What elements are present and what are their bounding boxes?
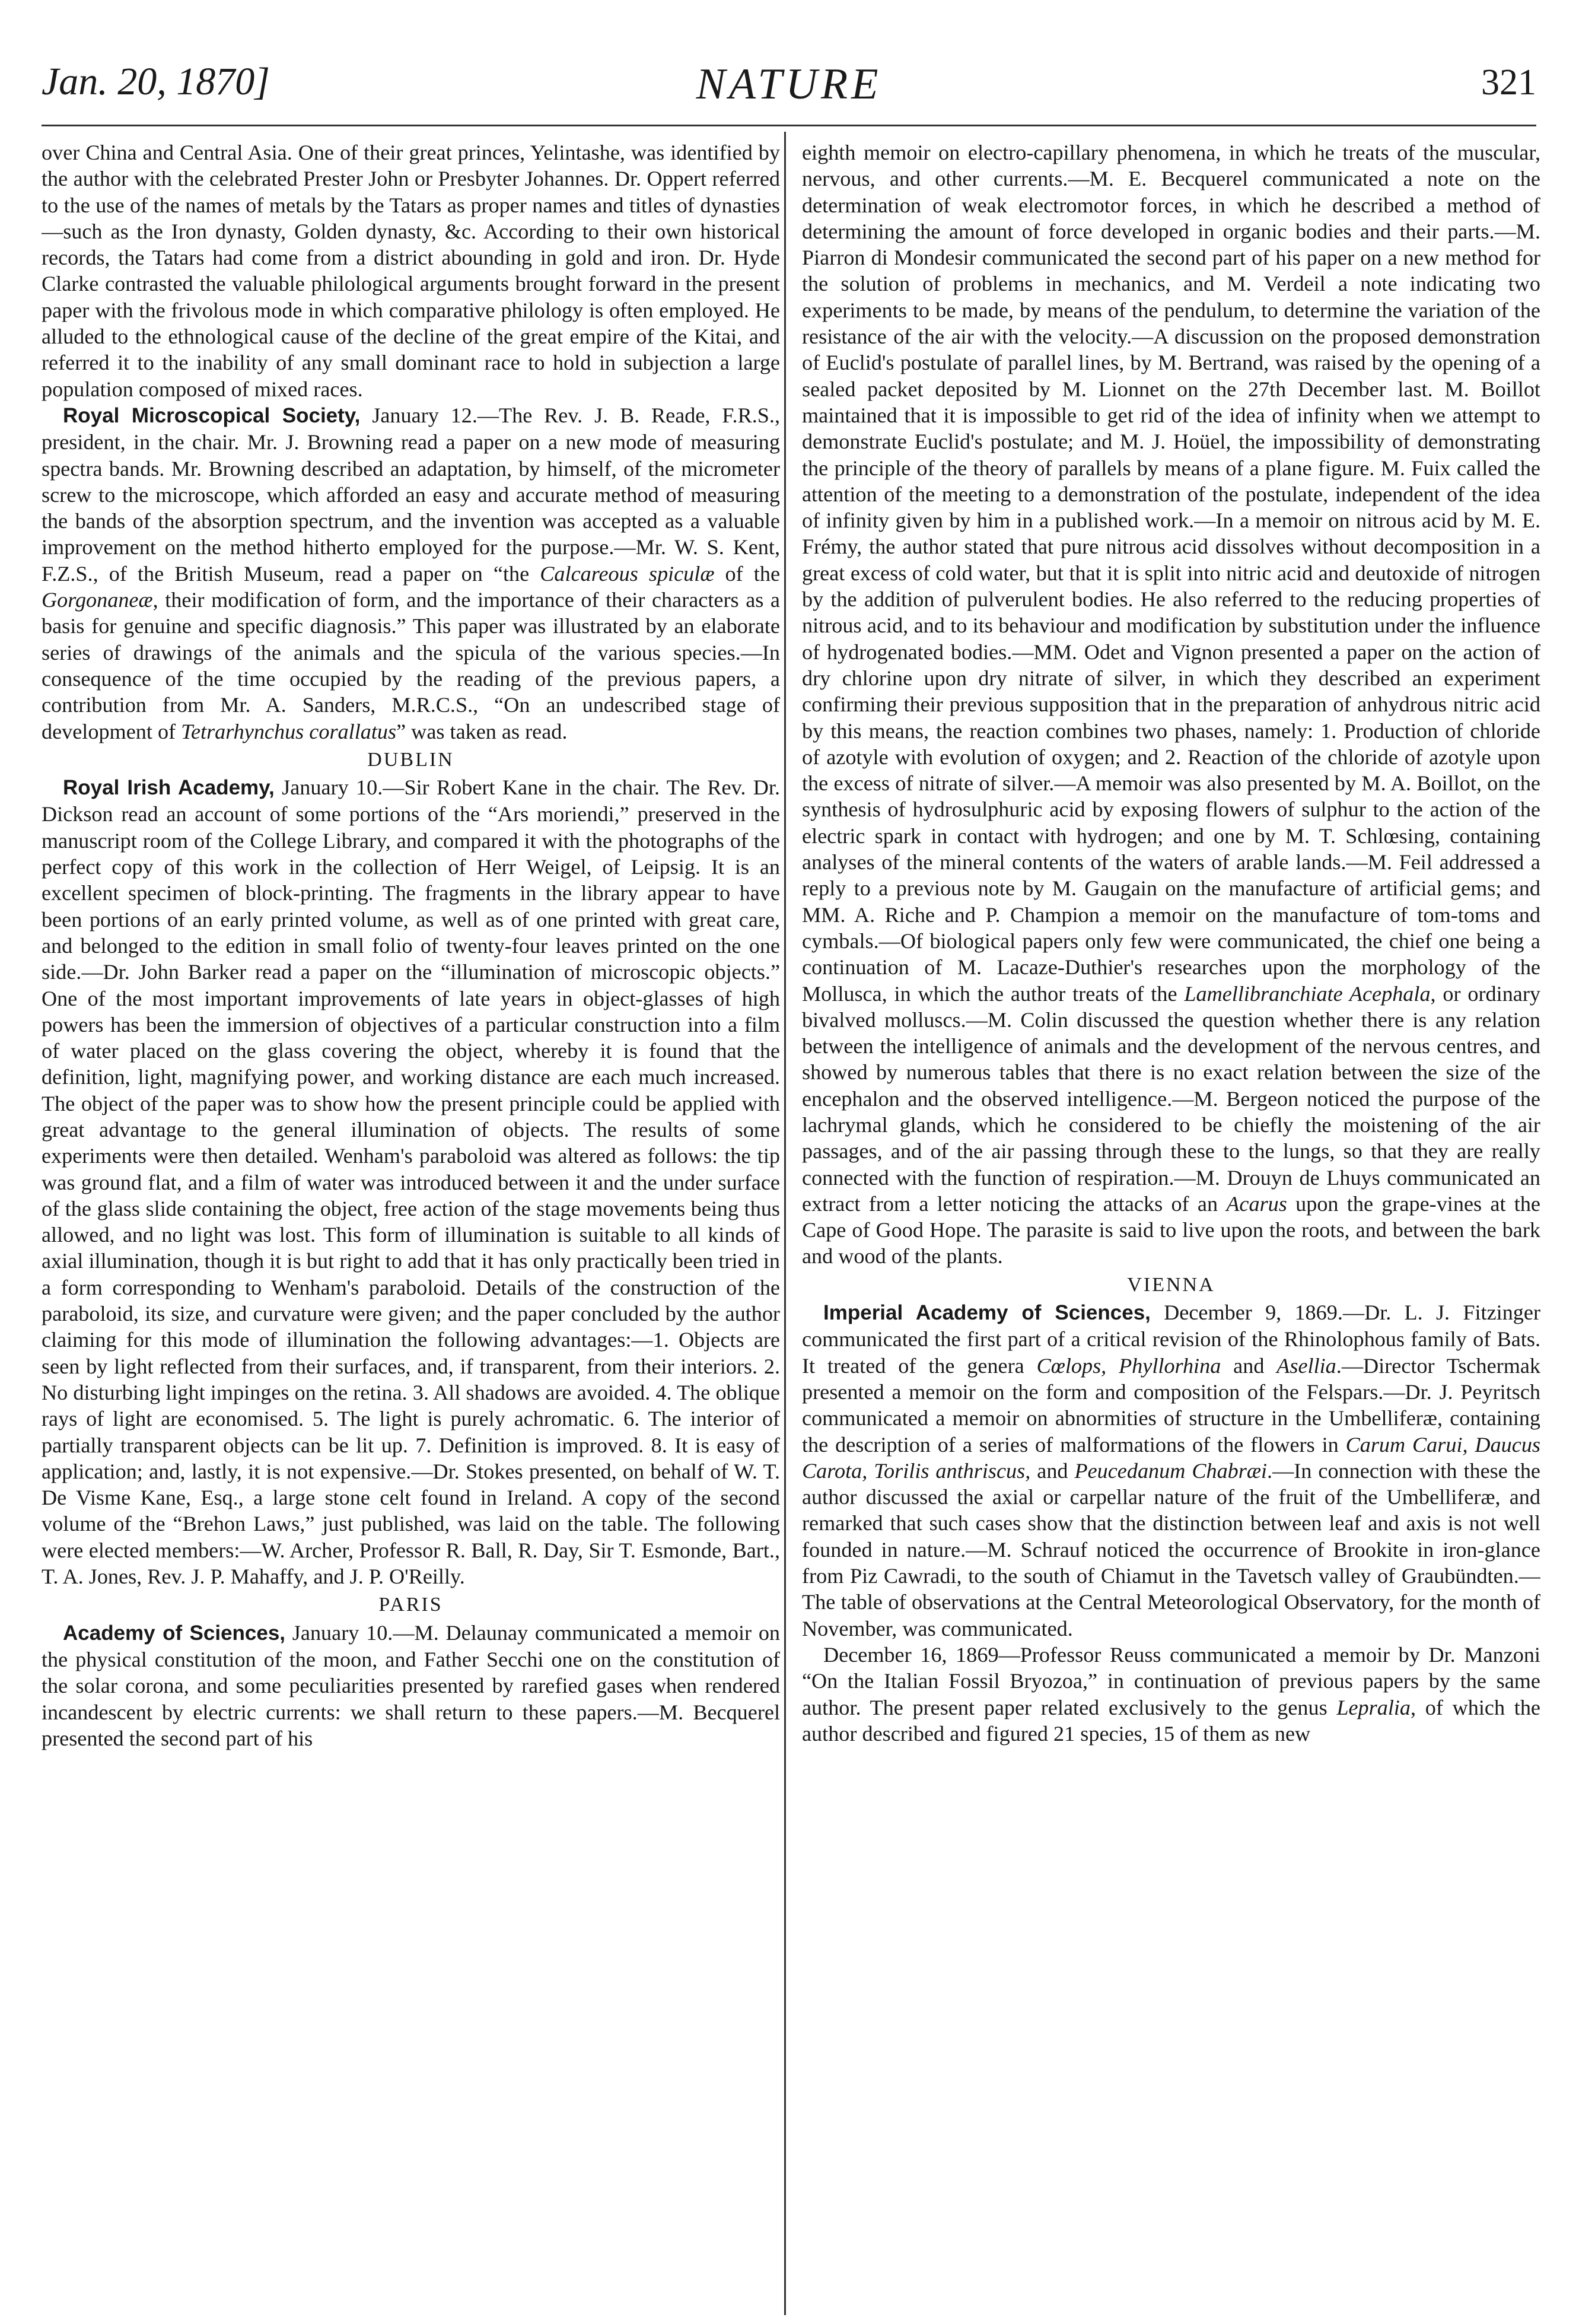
page-number: 321 xyxy=(1481,62,1536,103)
right-column xyxy=(802,139,1540,2299)
paragraph-continuation: over China and Central Asia. One of their great princes, Yelintashe, was identified by the author with the celebrated Prester John or Presbyter Johannes. Dr. Oppert referred to the use of the names of metals by the Tatars as proper names and titles of dynasties—such as the Iron dynasty, Golden dynasty, &c. According to their own historical records, the Tatars had come from a district abounding in gold and iron. Dr. Hyde Clarke contrasted the valuable philological arguments brought forward in the present paper with the frivolous mode in which comparative philology is often employed. He alluded to the ethnological cause of the decline of the great empire of the Kitai, and referred it to the inability of any small dominant race to hold in subjection a large population composed of mixed races. xyxy=(42,141,780,401)
society-name: Royal Microscopical Society, xyxy=(63,403,361,427)
journal-title: NATURE xyxy=(696,60,882,109)
society-name: Academy of Sciences, xyxy=(63,1621,286,1645)
paragraph-paris-continued: eighth memoir on electro-capillary phenomena, in which he treats of the muscular, nervous, and other currents.—M. E. Becquerel communicated a note on the determination of weak electromotor forces, in which he described a method of determining the amount of force developed in organic bodies and their parts.—M. Piarron di Mondesir communicated the second part of his paper on a new method for the solution of problems in mechanics, and M. Verdeil a note indicating two experiments to be made, by means of the pendulum, to determine the variation of the resistance of the air with the velocity.—A discussion on the proposed demonstration of Euclid's postulate of parallel lines, by M. Bertrand, was raised by the opening of a sealed packet deposited by M. Lionnet on the 27th December last. M. Boillot maintained that it is impossible to get rid of the idea of infinity when we attempt to demonstrate Euclid's postulate; and M. J. Hoüel, the impossibility of demonstrating the principle of the theory of parallels by means of a plane figure. M. Fuix called the attention of the meeting to a demonstration of the postulate, independent of the idea of infinity given by him in a published work.—In a memoir on nitrous acid by M. E. Frémy, the author stated that pure nitrous acid dissolves without decomposition in a great excess of cold water, but that it is split into nitric acid and deutoxide of nitrogen by the addition of pulverulent bodies. He also referred to the reducing properties of nitrous acid, and to its behaviour and modification by substitution under the influence of hydrogenated bodies.—MM. Odet and Vignon presented a paper on the action of dry chlorine upon dry nitrate of silver, in which they described an experiment confirming their previous supposition that in the preparation of anhydrous nitric acid by this means, the reaction combines two phases, namely: 1. Production of chloride of azotyle with evolution of oxygen; and 2. Reaction of the chloride of azotyle upon the excess of nitrate of silver.—A memoir was also presented by M. A. Boillot, on the synthesis of hydrosulphuric acid by exposing flowers of sulphur to the action of the electric spark in contact with hydrogen; and one by M. T. Schlœsing, containing analyses of the mineral contents of the waters of arable lands.—M. Feil addressed a reply to a previous note by M. Gaugain on the manufacture of artificial gems; and MM. A. Riche and P. Champion a memoir on the manufacture of tom-toms and cymbals.—Of biological papers only few were communicated, the chief one being a continuation of M. Lacaze-Duthier's researches upon the morphology of the Mollusca, in which the author treats of the Lamellibranchiate Acephala, or ordinary bivalved molluscs.—M. Colin discussed the question whether there is any relation between the intelligence of animals and the development of the nervous centres, and showed by numerous tables that there is no exact relation between the size of the encephalon and the observed intelligence.—M. Bergeon noticed the purpose of the lachrymal glands, which he considered to be chiefly the moistening of the air passages, and of the air passing through these to the lungs, so that they are really connected with the function of respiration.—M. Drouyn de Lhuys communicated an extract from a letter noticing the attacks of an Acarus upon the grape-vines at the Cape of Good Hope. The parasite is said to live upon the roots, and between the bark and wood of the plants. xyxy=(802,141,1540,1268)
paragraph-royal-irish: Royal Irish Academy, January 10.—Sir Robert Kane in the chair. The Rev. Dr. Dickson read an account of some portions of the “Ars moriendi,” preserved in the manuscript room of the College Library, and compared it with the photographs of the perfect copy of this work in the collection of Herr Weigel, of Leipsig. It is an excellent specimen of block-printing. The fragments in the library appear to have been portions of an early printed volume, as well as of one printed with great care, and belonged to the edition in small folio of twenty-four leaves printed on the one side.—Dr. John Barker read a paper on the “illumination of microscopic objects.” One of the most important improvements of late years in object-glasses of high powers has been the immersion of objectives of a particular construction into a film of water placed on the glass covering the object, whereby it is found that the definition, light, magnifying power, and working distance are each much increased. The object of the paper was to show how the present principle could be applied with great advantage to the general illumination of objects. The results of some experiments were then detailed. Wenham's paraboloid was altered as follows: the tip was ground flat, and a film of water was introduced between it and the under surface of the glass slide containing the object, free action of the stage movements being thus allowed, and no light was lost. This form of illumination is suitable to all kinds of axial illumination, though it is but right to add that it has only practically been tried in a form corresponding to Wenham's paraboloid. Details of the construction of the paraboloid, its size, and curvature were given; and the paper concluded by the author claiming for this mode of illumination the following advantages:—1. Objects are seen by light reflected from their surfaces, and, if transparent, from their interiors. 2. No disturbing light impinges on the retina. 3. All shadows are avoided. 4. The oblique rays of light are economised. 5. The light is purely achromatic. 6. The interior of partially transparent objects can be lit up. 7. Definition is improved. 8. It is easy of application; and, lastly, it is not expensive.—Dr. Stokes presented, on behalf of W. T. De Visme Kane, Esq., a large stone celt found in Ireland. A copy of the second volume of the “Brehon Laws,” just published, was laid on the table. The following were elected members:—W. Archer, Professor R. Ball, R. Day, Sir T. Esmonde, Bart., T. A. Jones, Rev. J. P. Mahaffy, and J. P. O'Reilly. xyxy=(42,775,780,1589)
society-name: Imperial Academy of Sciences, xyxy=(823,1301,1151,1325)
society-name: Royal Irish Academy, xyxy=(63,776,275,800)
paragraph-imperial-academy: Imperial Academy of Sciences, December 9, 1869.—Dr. L. J. Fitzinger communicated the first part of a critical revision of the Rhinolophous family of Bats. It treated of the genera Cœlops, Phyllorhina and Asellia.—Director Tschermak presented a memoir on the form and composition of the Felspars.—Dr. J. Peyritsch communicated a memoir on abnormities of structure in the Umbelliferæ, containing the description of a series of malformations of the flowers in Carum Carui, Daucus Carota, Torilis anthriscus, and Peucedanum Chabræi.—In connection with these the author discussed the axial or carpellar nature of the fruit of the Umbelliferæ, and remarked that such cases show that the distinction between leaf and axis is not well founded in nature.—M. Schrauf noticed the occurrence of Brookite in iron-glance from Piz Cawradi, to the south of Chiamut in the Tavetsch valley of Graubündten.—The table of observations at the Central Meteorological Observatory, for the month of November, was communicated. xyxy=(802,1301,1540,1641)
paragraph-december-16: December 16, 1869—Professor Reuss communicated a memoir by Dr. Manzoni “On the Italian Fossil Bryozoa,” in continuation of previous papers by the same author. The present paper related exclusively to the genus Lepralia, of which the author described and figured 21 species, 15 of them as new xyxy=(802,1642,1540,1746)
paragraph-academy-sciences: Academy of Sciences, January 10.—M. Delaunay communicated a memoir on the physical constitution of the moon, and Father Secchi one on the constitution of the solar corona, and some peculiarities presented by rarefied gases when rendered incandescent by electric currents: we shall return to these papers.—M. Becquerel presented the second part of his xyxy=(42,1620,780,1750)
paragraph-royal-microscopical: Royal Microscopical Society, January 12.—The Rev. J. B. Reade, F.R.S., president, in the chair. Mr. J. Browning read a paper on a new mode of measuring spectra bands. Mr. Browning described an adaptation, by himself, of the micrometer screw to the microscope, which afforded an easy and accurate method of measuring the bands of the absorption spectrum, and the invention was accepted as a valuable improvement on the method hitherto employed for the purpose.—Mr. W. S. Kent, F.Z.S., of the British Museum, read a paper on “the Calcareous spiculæ of the Gorgonaneæ, their modification of form, and the importance of their characters as a basis for genuine and specific diagnosis.” This paper was illustrated by an elaborate series of drawings of the animals and the spicula of the various species.—In consequence of the time occupied by the reading of the previous papers, a contribution from Mr. A. Sanders, M.R.C.S., “On an undescribed stage of development of Tetrarhynchus corallatus” was taken as read. xyxy=(42,403,780,743)
left-column xyxy=(42,139,780,2299)
section-heading-dublin: DUBLIN xyxy=(367,748,454,771)
section-heading-vienna: VIENNA xyxy=(1127,1273,1215,1296)
section-heading-paris: PARIS xyxy=(378,1594,443,1616)
header-rule xyxy=(42,125,1536,126)
issue-date: Jan. 20, 1870] xyxy=(42,60,270,103)
page-header xyxy=(42,59,1536,125)
column-divider xyxy=(784,132,786,2315)
